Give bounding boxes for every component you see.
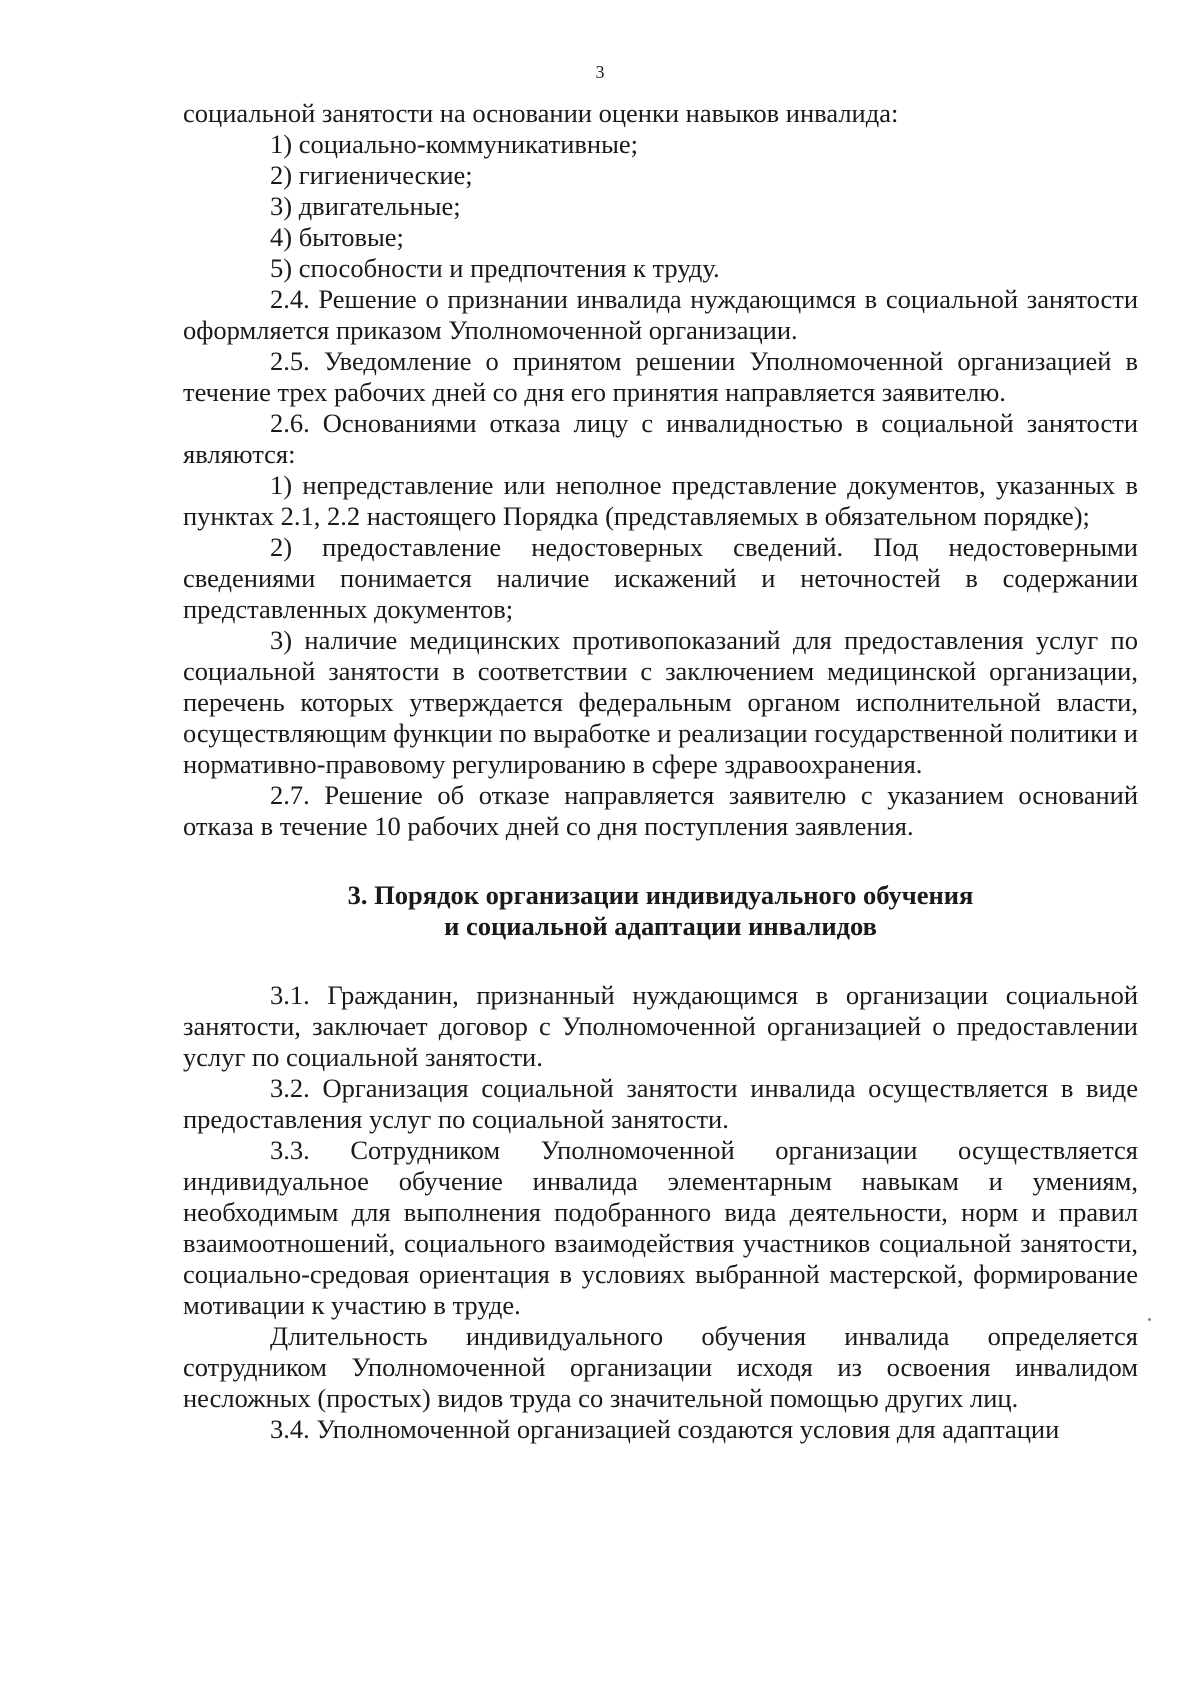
list-item: 3) двигательные; (270, 191, 461, 221)
document-body (183, 98, 1138, 1445)
list-item: 1) социально-коммуникативные; (270, 129, 638, 159)
list-item: 5) способности и предпочтения к труду. (270, 253, 720, 283)
list-item: 1) непредставление или неполное представление документов, указанных в пунктах 2.1, 2.2 настоящего Порядка (представляемых в обязательном порядке); (183, 470, 1138, 531)
list-item: 3) наличие медицинских противопоказаний для предоставления услуг по социальной занятости в соответствии с заключением медицинской организации, перечень которых утверждается федеральным органом исполнительной власти, осуществляющим функции по выработке и реализации государственной политики и нормативно-правовому регулированию в сфере здравоохранения. (183, 625, 1138, 779)
list-item: 2) гигиенические; (270, 160, 473, 190)
paragraph-2-7: 2.7. Решение об отказе направляется заявителю с указанием оснований отказа в течение 10 рабочих дней со дня поступления заявления. (183, 780, 1138, 841)
paragraph-continuation: социальной занятости на основании оценки навыков инвалида: (183, 98, 899, 128)
paragraph-2-4: 2.4. Решение о признании инвалида нуждающимся в социальной занятости оформляется приказом Уполномоченной организации. (183, 284, 1138, 345)
section-heading-line-1: 3. Порядок организации индивидуального обучения (347, 880, 974, 910)
paragraph-3-3: 3.3. Сотрудником Уполномоченной организации осуществляется индивидуальное обучение инвалида элементарным навыкам и умениям, необходимым для выполнения подобранного вида деятельности, норм и правил взаимоотношений, социального взаимодействия участников социальной занятости, социально-средовая ориентация в условиях выбранной мастерской, формирование мотивации к участию в труде. (183, 1135, 1138, 1320)
list-item: 4) бытовые; (270, 222, 404, 252)
section-heading-line-2: и социальной адаптации инвалидов (444, 911, 877, 941)
list-item: 2) предоставление недостоверных сведений. Под недостоверными сведениями понимается наличие искажений и неточностей в содержании представленных документов; (183, 532, 1138, 624)
paragraph-3-1: 3.1. Гражданин, признанный нуждающимся в организации социальной занятости, заключает договор с Уполномоченной организацией о предоставлении услуг по социальной занятости. (183, 980, 1138, 1072)
paragraph-duration: Длительность индивидуального обучения инвалида определяется сотрудником Уполномоченной организации исходя из освоения инвалидом несложных (простых) видов труда со значительной помощью других лиц. (183, 1321, 1138, 1413)
section-heading (183, 880, 1138, 942)
page-number: 3 (595, 62, 605, 82)
paragraph-2-5: 2.5. Уведомление о принятом решении Уполномоченной организацией в течение трех рабочих дней со дня его принятия направляется заявителю. (183, 346, 1138, 407)
scan-speck (1148, 1318, 1151, 1321)
paragraph-3-2: 3.2. Организация социальной занятости инвалида осуществляется в виде предоставления услуг по социальной занятости. (183, 1073, 1138, 1134)
paragraph-3-4: 3.4. Уполномоченной организацией создаются условия для адаптации (270, 1414, 1060, 1444)
paragraph-2-6: 2.6. Основаниями отказа лицу с инвалидностью в социальной занятости являются: (183, 408, 1138, 469)
